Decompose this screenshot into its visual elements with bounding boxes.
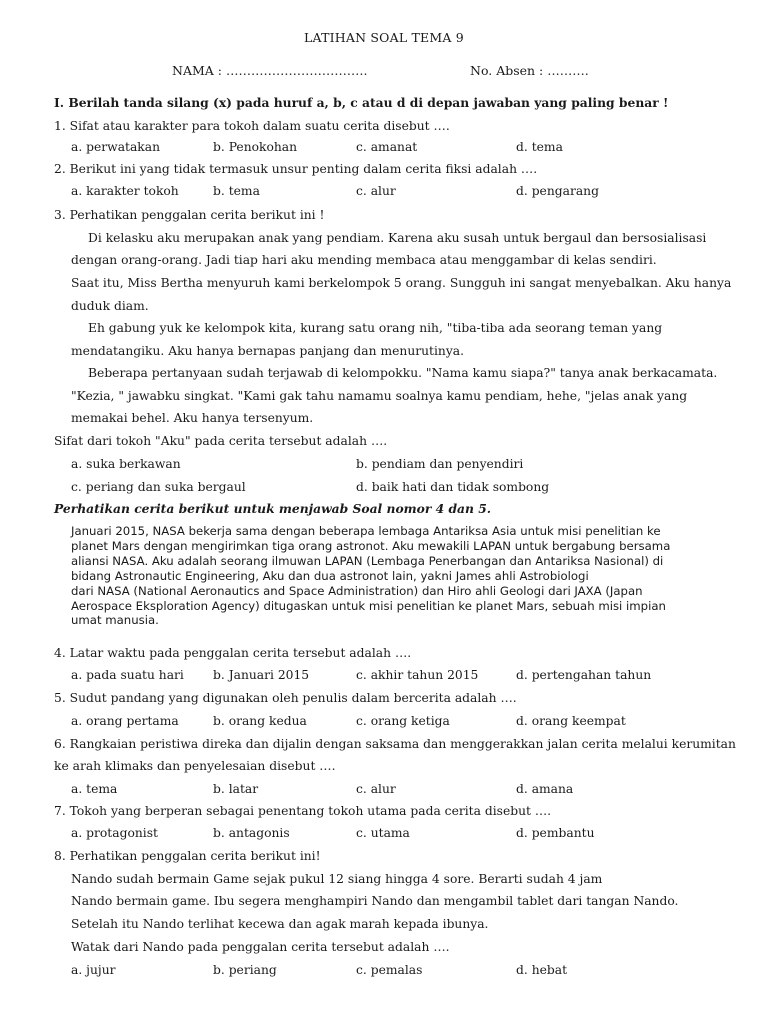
q2-option-d: d. pengarang	[516, 184, 599, 198]
passage-text	[71, 524, 716, 628]
story-line: Beberapa pertanyaan sudah terjawab di kelompokku. "Nama kamu siapa?" tanya anak berkacamata.	[88, 366, 718, 380]
passage-line: bidang Astronautic Engineering, Aku dan dua astronot lain, yakni James ahli Astrobiologi	[71, 568, 589, 583]
passage-line: Januari 2015, NASA bekerja sama dengan beberapa lembaga Antariksa Asia untuk misi penelitian ke	[71, 524, 661, 538]
q8-option-a: a. jujur	[71, 963, 116, 977]
q4-option-a: a. pada suatu hari	[71, 668, 184, 682]
question-3: 3. Perhatikan penggalan cerita berikut ini !	[54, 208, 325, 222]
question-6-cont: ke arah klimaks dan penyelesaian disebut ….	[54, 759, 336, 773]
question-3-prompt: Sifat dari tokoh "Aku" pada cerita tersebut adalah ….	[54, 434, 388, 448]
name-field: NAMA : …………………………….	[172, 63, 368, 78]
story-line: Di kelasku aku merupakan anak yang pendiam. Karena aku susah untuk bergaul dan bersosialisasi	[88, 231, 707, 245]
q8-option-d: d. hebat	[516, 963, 568, 977]
story-line: duduk diam.	[71, 299, 149, 313]
passage-line: aliansi NASA. Aku adalah seorang ilmuwan LAPAN (Lembaga Penerbangan dan Antariksa Nasional) di	[71, 553, 664, 568]
q2-option-b: b. tema	[213, 184, 260, 198]
q4-option-d: d. pertengahan tahun	[516, 668, 652, 682]
q5-option-b: b. orang kedua	[213, 714, 307, 728]
question-8: 8. Perhatikan penggalan cerita berikut ini!	[54, 849, 321, 863]
question-5: 5. Sudut pandang yang digunakan oleh penulis dalam bercerita adalah ….	[54, 691, 517, 705]
question-4: 4. Latar waktu pada penggalan cerita tersebut adalah ….	[54, 646, 412, 660]
passage-line: dari NASA (National Aeronautics and Space Administration) dan Hiro ahli Geologi dari JAXA (Japan	[71, 583, 643, 598]
question-8-prompt: Watak dari Nando pada penggalan cerita tersebut adalah ….	[71, 940, 450, 954]
passage-line: umat manusia.	[71, 613, 159, 628]
q3-option-c: c. periang dan suka bergaul	[71, 480, 246, 494]
q8-option-b: b. periang	[213, 963, 277, 977]
q6-option-b: b. latar	[213, 782, 259, 796]
q5-option-a: a. orang pertama	[71, 714, 179, 728]
q5-option-d: d. orang keempat	[516, 714, 626, 728]
q4-option-b: b. Januari 2015	[213, 668, 310, 682]
question-1: 1. Sifat atau karakter para tokoh dalam suatu cerita disebut ….	[54, 119, 450, 133]
q7-option-d: d. pembantu	[516, 826, 595, 840]
story-line: Saat itu, Miss Bertha menyuruh kami berkelompok 5 orang. Sungguh ini sangat menyebalkan. Aku hanya	[71, 276, 732, 290]
q1-option-a: a. perwatakan	[71, 140, 161, 154]
story-line: Eh gabung yuk ke kelompok kita, kurang satu orang nih, "tiba-tiba ada seorang teman yang	[88, 321, 663, 335]
passage-line: planet Mars dengan mengirimkan tiga orang astronot. Aku mewakili LAPAN untuk bergabung bersama	[71, 538, 671, 553]
passage-intro: Perhatikan cerita berikut untuk menjawab Soal nomor 4 dan 5.	[54, 501, 492, 516]
q6-option-c: c. alur	[356, 782, 396, 796]
q1-option-c: c. amanat	[356, 140, 418, 154]
q7-option-b: b. antagonis	[213, 826, 290, 840]
story-line: "Kezia, " jawabku singkat. "Kami gak tahu namamu soalnya kamu pendiam, hehe, "jelas anak yang	[71, 389, 688, 403]
passage-line: Aerospace Eksploration Agency) ditugaskan untuk misi penelitian ke planet Mars, sebuah misi impian	[71, 598, 666, 613]
q6-option-d: d. amana	[516, 782, 574, 796]
story-line: dengan orang-orang. Jadi tiap hari aku mending membaca atau menggambar di kelas sendiri.	[71, 253, 657, 267]
q3-option-b: b. pendiam dan penyendiri	[356, 457, 524, 471]
q3-option-a: a. suka berkawan	[71, 457, 181, 471]
story-line: memakai behel. Aku hanya tersenyum.	[71, 411, 314, 425]
q1-option-b: b. Penokohan	[213, 140, 298, 154]
question-6: 6. Rangkaian peristiwa direka dan dijalin dengan saksama dan menggerakkan jalan cerita melalui kerumitan	[54, 737, 736, 751]
story-line: Setelah itu Nando terlihat kecewa dan agak marah kepada ibunya.	[71, 917, 489, 931]
page-title: LATIHAN SOAL TEMA 9	[304, 30, 464, 45]
q5-option-c: c. orang ketiga	[356, 714, 450, 728]
q2-option-c: c. alur	[356, 184, 396, 198]
question-7: 7. Tokoh yang berperan sebagai penentang tokoh utama pada cerita disebut ….	[54, 804, 552, 818]
q7-option-c: c. utama	[356, 826, 410, 840]
q7-option-a: a. protagonist	[71, 826, 158, 840]
question-2: 2. Berikut ini yang tidak termasuk unsur penting dalam cerita fiksi adalah ….	[54, 162, 538, 176]
q1-option-d: d. tema	[516, 140, 563, 154]
q2-option-a: a. karakter tokoh	[71, 184, 179, 198]
story-line: Nando bermain game. Ibu segera menghampiri Nando dan mengambil tablet dari tangan Nando.	[71, 894, 679, 908]
story-line: Nando sudah bermain Game sejak pukul 12 siang hingga 4 sore. Berarti sudah 4 jam	[71, 872, 603, 886]
q8-option-c: c. pemalas	[356, 963, 423, 977]
section-instruction: I. Berilah tanda silang (x) pada huruf a, b, c atau d di depan jawaban yang paling benar !	[54, 95, 669, 110]
q6-option-a: a. tema	[71, 782, 118, 796]
q4-option-c: c. akhir tahun 2015	[356, 668, 479, 682]
story-line: mendatangiku. Aku hanya bernapas panjang dan menurutinya.	[71, 344, 465, 358]
q3-option-d: d. baik hati dan tidak sombong	[356, 480, 550, 494]
absen-field: No. Absen : ……….	[470, 63, 589, 78]
